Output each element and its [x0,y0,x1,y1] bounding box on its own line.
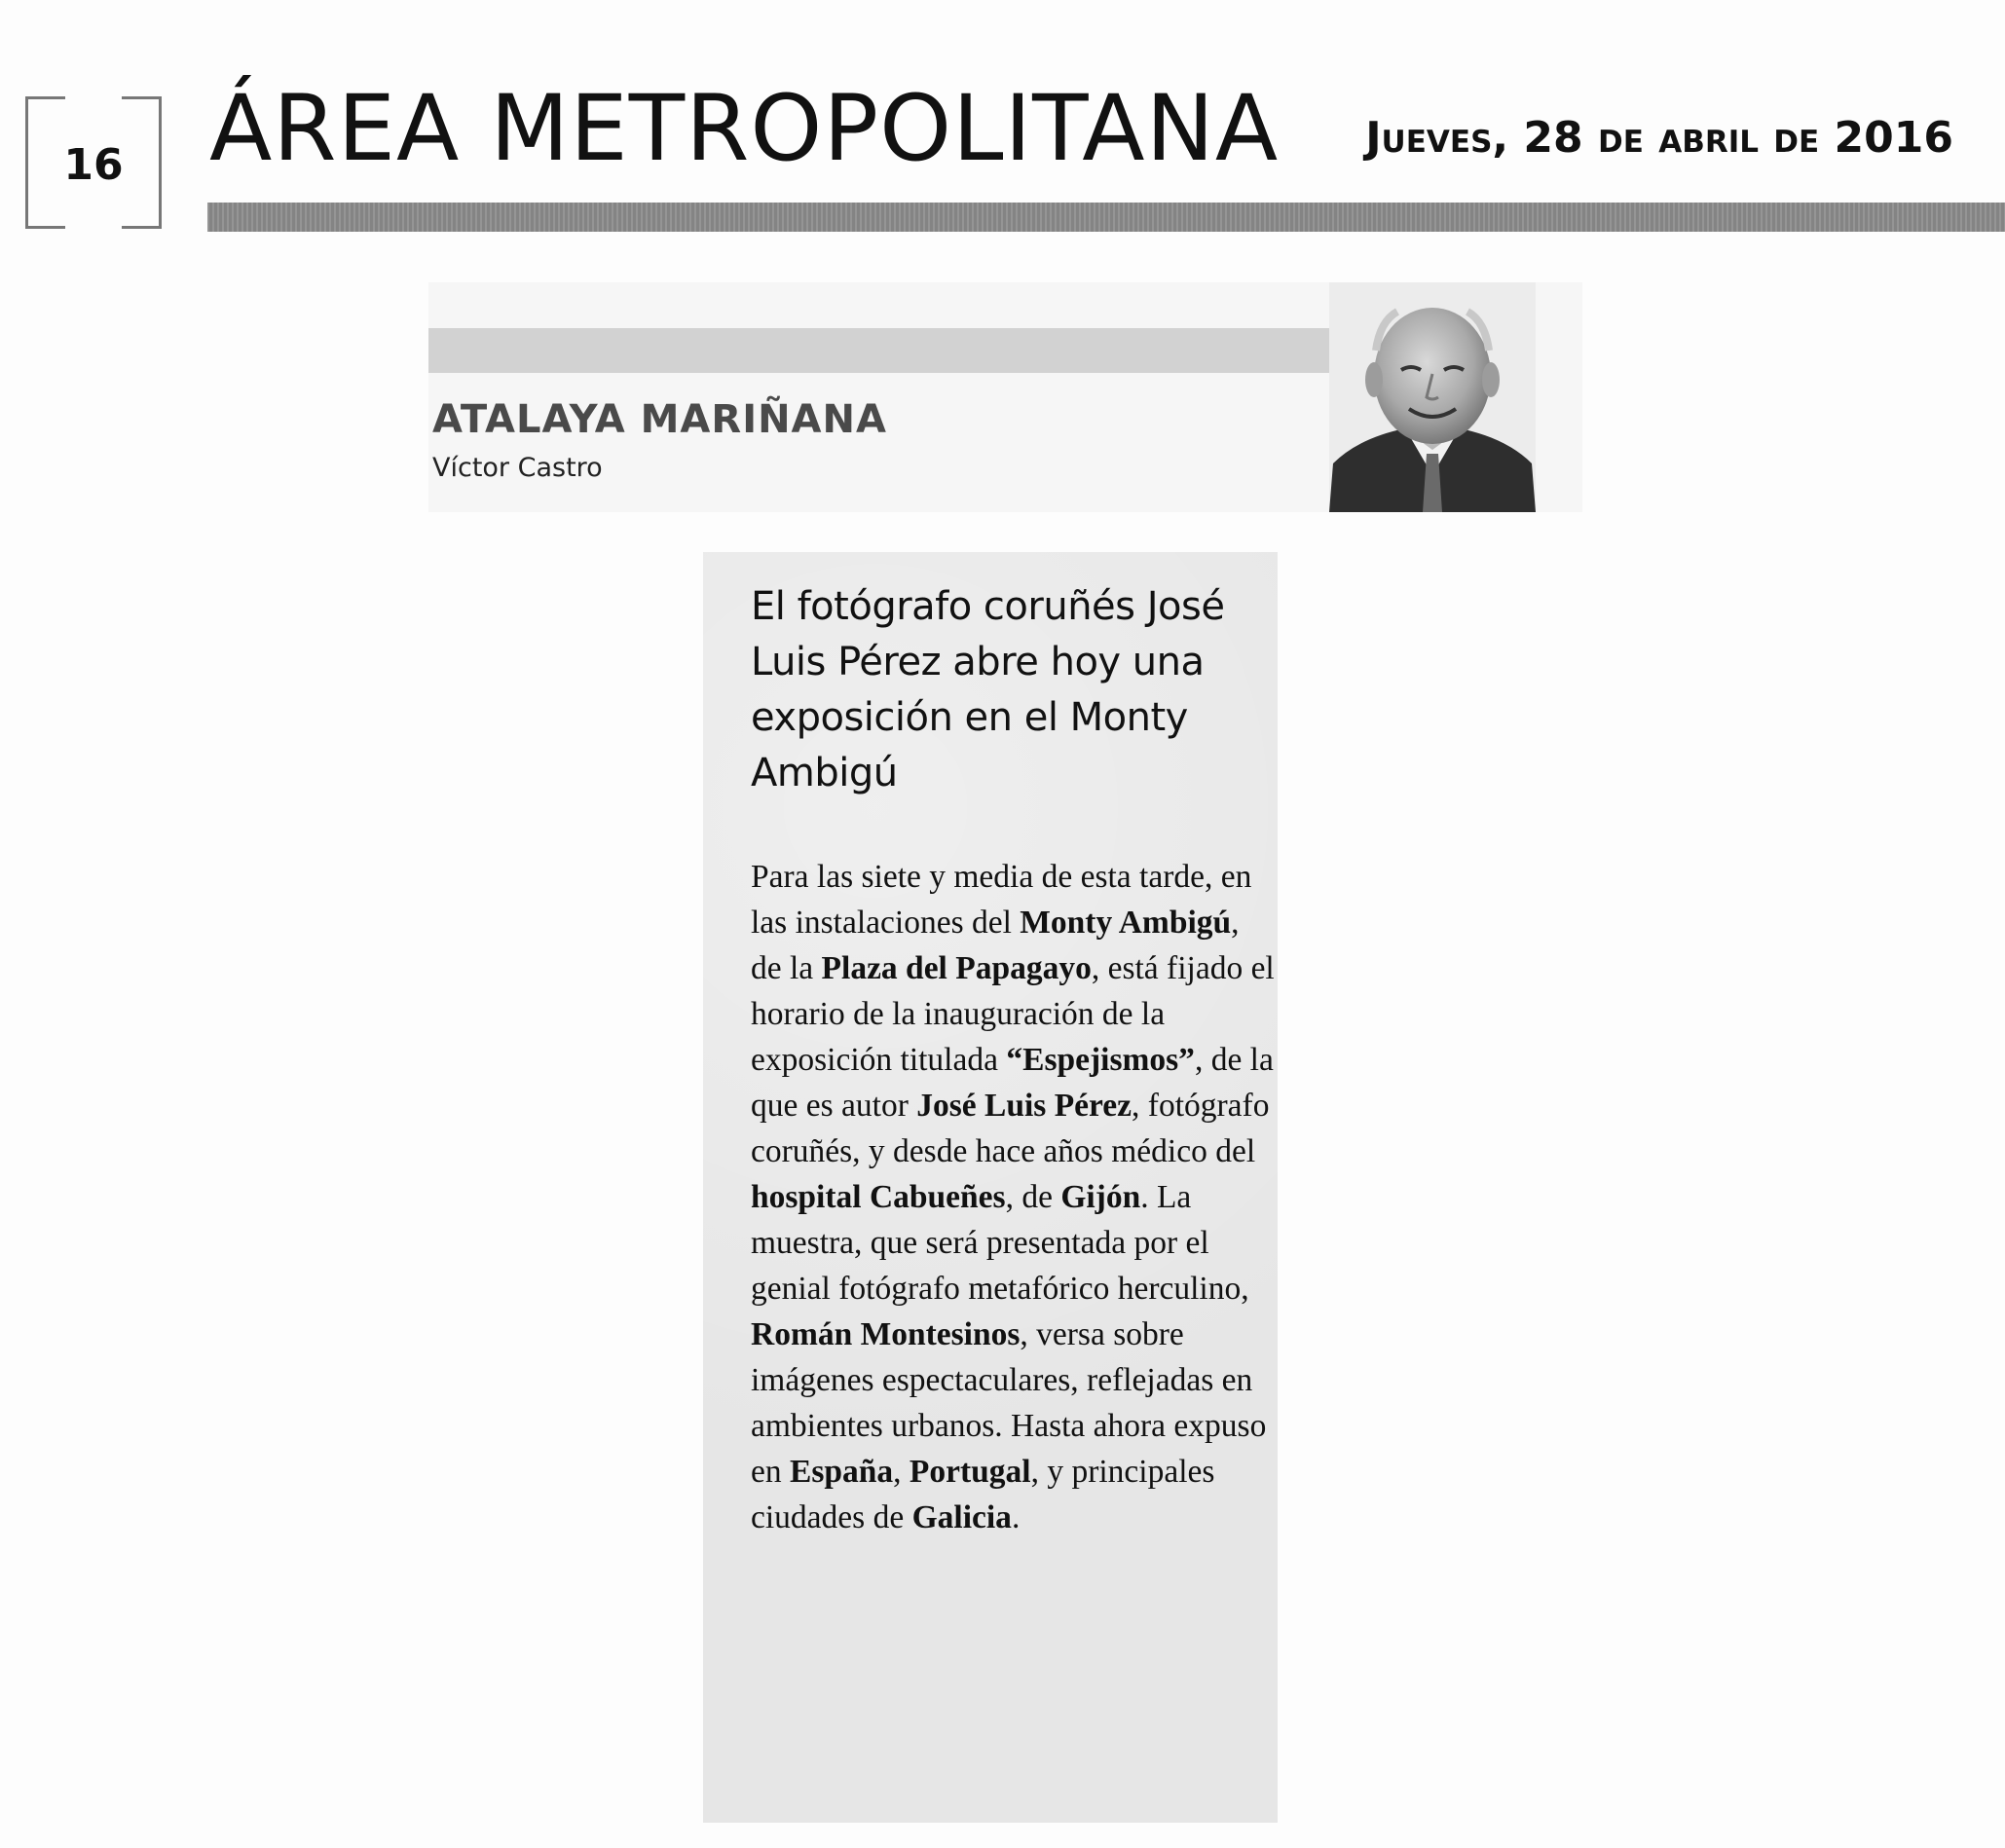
body-text-run: , fotógrafo coruñés, y desde hace años médico del [751,1088,1270,1169]
body-text-run: , de [1005,1179,1061,1215]
section-title: ÁREA METROPOLITANA [209,76,1280,182]
body-text-run-bold: José Luis Pérez [916,1088,1132,1124]
body-text-run-bold: Plaza del Papagayo [821,950,1092,986]
page-number-box [25,96,162,229]
body-text-run: , de la que es autor [751,1042,1274,1124]
body-text-run: , de la [751,905,1240,986]
body-text-run: Para las siete y media de esta tarde, en las instalaciones del [751,859,1252,941]
body-text-run-bold: Román Montesinos [751,1316,1021,1352]
article [703,552,1278,1823]
body-text-run-bold: España [790,1454,894,1490]
author-name: Víctor Castro [432,453,603,483]
body-text-run-bold: Galicia [911,1499,1012,1535]
author-photo [1329,282,1536,512]
issue-date: Jueves, 28 de abril de 2016 [1365,113,1953,163]
body-text-run-bold: hospital Cabueñes [751,1179,1006,1215]
body-text-run: . La muestra, que será presentada por el genial fotógrafo metafórico herculino, [751,1179,1249,1307]
body-text-run-bold: “Espejismos” [1006,1042,1195,1078]
article-headline: El fotógrafo coruñés José Luis Pérez abre hoy una exposición en el Monty Ambigú [751,584,1225,795]
body-text-run-bold: Portugal [909,1454,1031,1490]
body-text-run: , y principales ciudades de [751,1454,1215,1535]
column-name: ATALAYA MARIÑANA [432,397,887,442]
article-body [751,854,1277,1540]
body-text-run: , está fijado el horario de la inauguración de la exposición titulada [751,950,1275,1078]
body-text-run: , [893,1454,910,1490]
page-number: 16 [63,140,124,190]
body-text-run: , versa sobre imágenes espectaculares, reflejadas en ambientes urbanos. Hasta ahora expuso en [751,1316,1267,1490]
header-rule [207,203,2005,232]
body-text-run-bold: Gijón [1060,1179,1141,1215]
body-text-run-bold: Monty Ambigú [1020,905,1232,941]
body-text-run: . [1011,1499,1021,1535]
